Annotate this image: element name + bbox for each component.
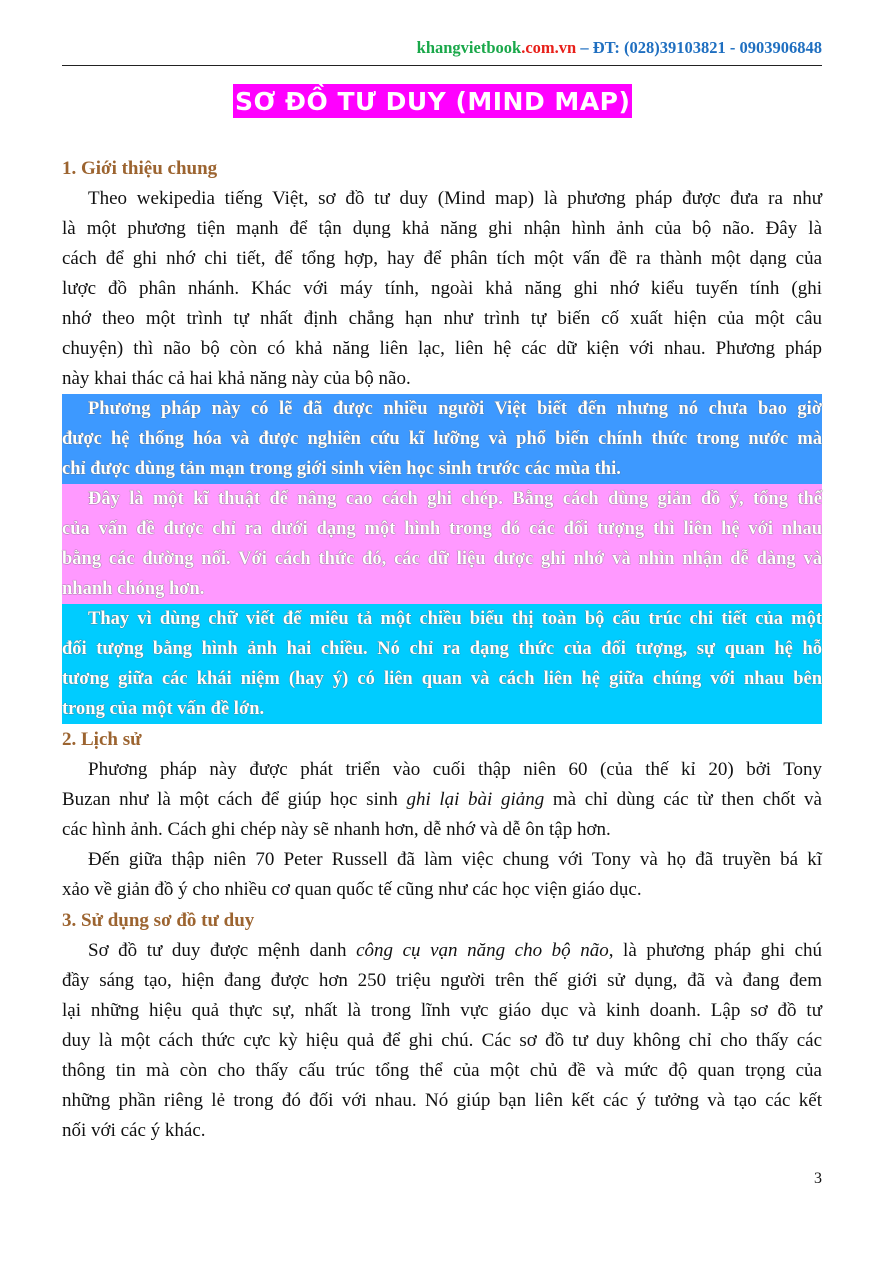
text-segment: Đây là một kĩ thuật để nâng cao cách ghi chép. Bằng cách dùng giản đồ ý, tổng thể <box>88 489 822 509</box>
text-segment: những phần riêng lẻ trong đó đối với nhau. Nó giúp bạn liên kết các ý tưởng và tạo các kết <box>62 1090 822 1111</box>
text-segment: Sơ đồ tư duy được mệnh danh <box>88 940 357 961</box>
text-segment: Theo wekipedia tiếng Việt, sơ đồ tư duy (Mind map) là phương pháp được đưa ra như <box>88 188 822 209</box>
text-line <box>62 845 822 875</box>
text-line <box>62 514 822 544</box>
text-line <box>62 544 822 574</box>
text-segment: chuyện) thì não bộ còn có khả năng liên lạc, liên hệ các dữ kiện với nhau. Phương pháp <box>62 338 822 359</box>
text-segment: xảo về giản đồ ý cho nhiều cơ quan quốc tế cũng như các học viện giáo dục. <box>62 879 642 900</box>
page-title: SƠ ĐỒ TƯ DUY (MIND MAP) <box>233 84 632 118</box>
page-header <box>417 38 822 58</box>
text-line <box>62 574 822 604</box>
text-line <box>62 996 822 1026</box>
document-body <box>62 153 822 1146</box>
text-line <box>62 394 822 424</box>
text-segment: nhanh chóng hơn. <box>62 579 205 599</box>
text-line <box>62 966 822 996</box>
text-line <box>62 364 822 394</box>
text-segment: Đến giữa thập niên 70 Peter Russell đã làm việc chung với Tony và họ đã truyền bá kĩ <box>88 849 822 870</box>
text-line <box>62 785 822 815</box>
text-segment: bằng các đường nối. Với cách thức đó, các dữ liệu được ghi nhớ và nhìn nhận dễ dàng và <box>62 549 822 569</box>
section-heading: 1. Giới thiệu chung <box>62 158 218 179</box>
highlighted-paragraph-blue <box>62 394 822 484</box>
text-line <box>62 1056 822 1086</box>
text-segment: được hệ thống hóa và được nghiên cứu kĩ lưỡng và phổ biến chính thức trong nước mà <box>62 429 822 449</box>
text-segment: lược đồ phân nhánh. Khác với máy tính, ngoài khả năng ghi nhớ kiểu tuyến tính (ghi <box>62 278 822 299</box>
text-line <box>62 244 822 274</box>
text-segment: thông tin mà còn cho thấy cấu trúc tổng thể của một chủ đề và mức độ quan trọng của <box>62 1060 822 1081</box>
text-segment: Phương pháp này được phát triển vào cuối thập niên 60 (của thế kỉ 20) bởi Tony <box>88 759 822 780</box>
text-segment: Phương pháp này có lẽ đã được nhiều người Việt biết đến nhưng nó chưa bao giờ <box>88 399 822 419</box>
text-segment: đầy sáng tạo, hiện đang được hơn 250 triệu người trên thế giới sử dụng, đã và đang đem <box>62 970 822 991</box>
site-domain: .com.vn <box>521 38 577 57</box>
text-line <box>62 875 822 905</box>
text-segment: duy là một cách thức cực kỳ hiệu quả để ghi chú. Các sơ đồ tư duy không chỉ cho thấy các <box>62 1030 822 1051</box>
text-line <box>62 334 822 364</box>
text-line <box>62 214 822 244</box>
text-segment: là một phương tiện mạnh để tận dụng khả năng ghi nhận hình ảnh của bộ não. Đây là <box>62 218 822 239</box>
text-segment: chỉ được dùng tản mạn trong giới sinh viên học sinh trước các mùa thi. <box>62 459 621 479</box>
site-name: khangvietbook <box>416 38 522 57</box>
text-segment: nối với các ý khác. <box>62 1120 206 1141</box>
italic-phrase: công cụ vạn năng cho bộ não <box>356 940 609 961</box>
text-line <box>62 1086 822 1116</box>
text-segment: nhớ theo một trình tự nhất định chẳng hạn như trình tự biến cố xuất hiện của một câu <box>62 308 822 329</box>
text-line <box>62 184 822 214</box>
highlighted-paragraph-pink <box>62 484 822 604</box>
text-segment: tương giữa các khái niệm (hay ý) có liên quan và cách liên hệ giữa chúng với nhau bên <box>62 669 822 689</box>
text-line <box>62 1116 822 1146</box>
paragraph <box>62 936 822 1146</box>
text-line <box>62 664 822 694</box>
text-segment: trong của một vấn đề lớn. <box>62 699 265 719</box>
text-line <box>62 755 822 785</box>
text-segment: Buzan như là một cách để giúp học sinh <box>62 789 407 810</box>
paragraph <box>62 845 822 905</box>
text-line <box>62 694 822 724</box>
text-segment: mà chỉ dùng các từ then chốt và <box>544 789 822 810</box>
text-line <box>62 274 822 304</box>
italic-phrase: ghi lại bài giảng <box>406 789 545 810</box>
text-segment: , là phương pháp ghi chú <box>608 940 823 961</box>
text-segment: lại những hiệu quả thực sự, nhất là trong lĩnh vực giáo dục và kinh doanh. Lập sơ đồ tư <box>62 1000 822 1021</box>
header-divider <box>62 65 822 66</box>
text-line <box>62 304 822 334</box>
section-heading: 3. Sử dụng sơ đồ tư duy <box>62 910 255 931</box>
text-line <box>62 1026 822 1056</box>
text-line <box>62 634 822 664</box>
paragraph <box>62 755 822 845</box>
text-line <box>62 424 822 454</box>
text-line <box>62 454 822 484</box>
section-heading: 2. Lịch sử <box>62 729 142 750</box>
text-line <box>62 815 822 845</box>
text-segment: đối tượng bằng hình ảnh hai chiều. Nó chỉ ra dạng thức của đối tượng, sự quan hệ hỗ <box>62 639 822 659</box>
text-segment: cách để ghi nhớ chi tiết, để tổng hợp, hay để phân tích một vấn đề ra thành một dạng của <box>62 248 822 269</box>
text-line <box>62 604 822 634</box>
contact-phone: – ĐT: (028)39103821 - 0903906848 <box>576 38 822 57</box>
text-segment: các hình ảnh. Cách ghi chép này sẽ nhanh hơn, dễ nhớ và dễ ôn tập hơn. <box>62 819 611 840</box>
text-segment: này khai thác cả hai khả năng này của bộ não. <box>62 368 411 389</box>
page-number: 3 <box>814 1170 822 1187</box>
paragraph <box>62 184 822 394</box>
text-line <box>62 484 822 514</box>
text-line <box>62 936 822 966</box>
highlighted-paragraph-cyan <box>62 604 822 724</box>
text-segment: Thay vì dùng chữ viết để miêu tả một chiều biểu thị toàn bộ cấu trúc chi tiết của một <box>88 609 822 629</box>
text-segment: của vấn đề được chỉ ra dưới dạng một hình trong đó các đối tượng thì liên hệ với nhau <box>62 519 822 539</box>
